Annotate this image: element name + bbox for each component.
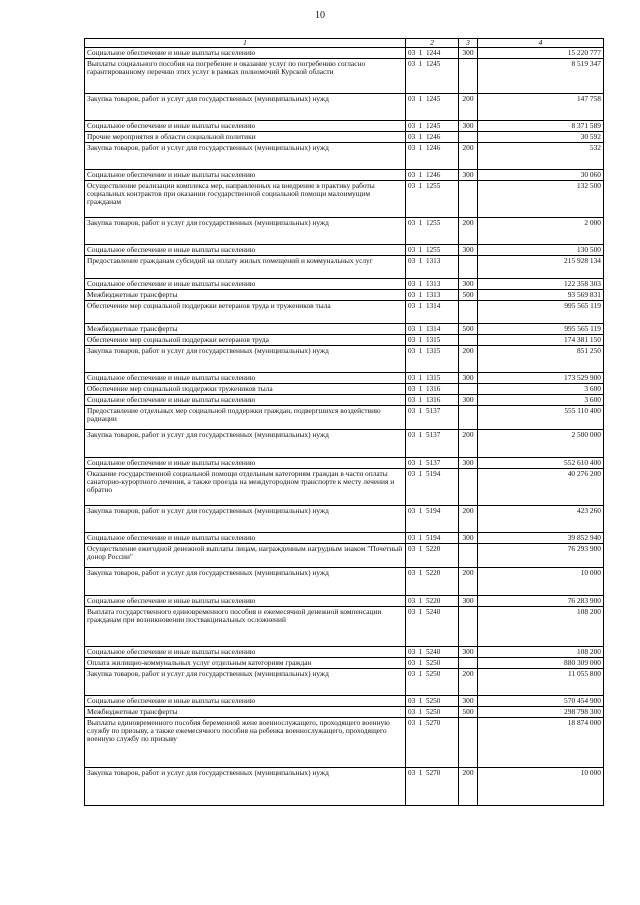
table-row — [85, 290, 604, 301]
row-name: Закупка товаров, работ и услуг для государственных (муниципальных) нужд — [85, 218, 406, 245]
row-code: 03 1 1316 — [406, 395, 459, 406]
row-name: Предоставление отдельных мер социальной поддержки граждан, подвергшихся воздействию радиации — [85, 406, 406, 430]
row-expense-type: 200 — [459, 143, 478, 170]
row-amount: 173 529 900 — [478, 373, 604, 384]
row-code: 03 1 1255 — [406, 218, 459, 245]
table-row — [85, 607, 604, 647]
table-row — [85, 568, 604, 596]
row-amount: 8 519 347 — [478, 59, 604, 94]
table-row — [85, 395, 604, 406]
table-row — [85, 121, 604, 132]
table-row — [85, 324, 604, 335]
row-code: 03 1 1314 — [406, 301, 459, 324]
row-name: Социальное обеспечение и иные выплаты населению — [85, 279, 406, 290]
table-row — [85, 335, 604, 346]
row-name: Предоставление гражданам субсидий на оплату жилых помещений и коммунальных услуг — [85, 256, 406, 279]
table-row — [85, 218, 604, 245]
table-row — [85, 533, 604, 544]
table-row — [85, 94, 604, 121]
page-number: 10 — [315, 10, 325, 21]
row-code: 03 1 1315 — [406, 335, 459, 346]
row-code: 03 1 1245 — [406, 59, 459, 94]
table-body — [85, 48, 604, 806]
row-code: 03 1 1255 — [406, 181, 459, 218]
row-name: Оплата жилищно-коммунальных услуг отдельным категориям граждан — [85, 658, 406, 669]
row-amount: 10 000 — [478, 768, 604, 806]
row-code: 03 1 1255 — [406, 245, 459, 256]
row-expense-type: 200 — [459, 506, 478, 533]
row-amount: 570 454 900 — [478, 696, 604, 707]
row-amount: 555 110 400 — [478, 406, 604, 430]
row-expense-type — [459, 59, 478, 94]
row-name: Социальное обеспечение и иные выплаты населению — [85, 121, 406, 132]
row-expense-type — [459, 406, 478, 430]
row-expense-type: 300 — [459, 373, 478, 384]
row-name: Социальное обеспечение и иные выплаты населению — [85, 647, 406, 658]
row-expense-type: 200 — [459, 568, 478, 596]
row-expense-type — [459, 658, 478, 669]
row-code: 03 1 1246 — [406, 170, 459, 181]
table-row — [85, 596, 604, 607]
table-row — [85, 132, 604, 143]
table-row — [85, 430, 604, 458]
row-amount: 532 — [478, 143, 604, 170]
table-row — [85, 48, 604, 59]
row-amount: 18 874 000 — [478, 718, 604, 768]
row-expense-type — [459, 256, 478, 279]
row-code: 03 1 5194 — [406, 533, 459, 544]
table-row — [85, 718, 604, 768]
row-expense-type: 300 — [459, 395, 478, 406]
table-row — [85, 696, 604, 707]
table-row — [85, 768, 604, 806]
row-expense-type — [459, 718, 478, 768]
row-amount: 215 928 134 — [478, 256, 604, 279]
row-expense-type: 500 — [459, 707, 478, 718]
row-code: 03 1 1313 — [406, 256, 459, 279]
row-expense-type: 200 — [459, 768, 478, 806]
row-expense-type: 200 — [459, 218, 478, 245]
table-row — [85, 256, 604, 279]
row-expense-type: 300 — [459, 48, 478, 59]
row-code: 03 1 5250 — [406, 707, 459, 718]
row-name: Социальное обеспечение и иные выплаты населению — [85, 170, 406, 181]
row-name: Прочие мероприятия в области социальной политики — [85, 132, 406, 143]
row-amount: 8 371 589 — [478, 121, 604, 132]
row-name: Социальное обеспечение и иные выплаты населению — [85, 373, 406, 384]
row-expense-type: 500 — [459, 324, 478, 335]
row-name: Социальное обеспечение и иные выплаты населению — [85, 395, 406, 406]
row-name: Осуществление реализации комплекса мер, направленных на внедрение в практику работы социальных контрактов при оказании государственной социальной помощи малоимущим гражданам — [85, 181, 406, 218]
row-expense-type: 300 — [459, 696, 478, 707]
row-code: 03 1 1246 — [406, 143, 459, 170]
row-code: 03 1 1315 — [406, 373, 459, 384]
row-name: Социальное обеспечение и иные выплаты населению — [85, 533, 406, 544]
row-expense-type: 300 — [459, 647, 478, 658]
row-code: 03 1 5220 — [406, 568, 459, 596]
row-name: Социальное обеспечение и иные выплаты населению — [85, 245, 406, 256]
row-amount: 39 852 940 — [478, 533, 604, 544]
row-amount: 552 610 400 — [478, 458, 604, 469]
row-expense-type — [459, 301, 478, 324]
row-code: 03 1 5240 — [406, 647, 459, 658]
row-amount: 423 260 — [478, 506, 604, 533]
row-code: 03 1 5194 — [406, 469, 459, 506]
row-name: Социальное обеспечение и иные выплаты населению — [85, 458, 406, 469]
row-expense-type: 200 — [459, 430, 478, 458]
row-code: 03 1 1315 — [406, 346, 459, 373]
row-expense-type: 300 — [459, 458, 478, 469]
row-name: Выплата государственного единовременного пособия и ежемесячной денежной компенсации гражданам при возникновении поствакцинальных осложнений — [85, 607, 406, 647]
row-expense-type: 200 — [459, 94, 478, 121]
row-name: Социальное обеспечение и иные выплаты населению — [85, 596, 406, 607]
row-code: 03 1 5250 — [406, 658, 459, 669]
row-code: 03 1 1245 — [406, 94, 459, 121]
header-col-4: 4 — [478, 39, 604, 48]
row-expense-type: 300 — [459, 245, 478, 256]
row-name: Обеспечение мер социальной поддержки тружеников тыла — [85, 384, 406, 395]
row-code: 03 1 5250 — [406, 669, 459, 696]
row-amount: 76 283 900 — [478, 596, 604, 607]
row-name: Закупка товаров, работ и услуг для государственных (муниципальных) нужд — [85, 568, 406, 596]
row-expense-type — [459, 384, 478, 395]
row-expense-type: 300 — [459, 533, 478, 544]
row-expense-type — [459, 469, 478, 506]
row-code: 03 1 5220 — [406, 544, 459, 568]
row-name: Межбюджетные трансферты — [85, 707, 406, 718]
row-amount: 30 060 — [478, 170, 604, 181]
row-code: 03 1 5137 — [406, 406, 459, 430]
table-row — [85, 346, 604, 373]
row-expense-type: 500 — [459, 290, 478, 301]
row-code: 03 1 1314 — [406, 324, 459, 335]
row-code: 03 1 1313 — [406, 290, 459, 301]
row-amount: 3 600 — [478, 384, 604, 395]
row-amount: 108 200 — [478, 607, 604, 647]
row-name: Оказание государственной социальной помощи отдельным категориям граждан в части оплаты санаторно-курортного лечения, а также проезда на междугородном транспорте к месту лечения и обратно — [85, 469, 406, 506]
row-expense-type — [459, 607, 478, 647]
row-expense-type: 300 — [459, 170, 478, 181]
row-code: 03 1 5250 — [406, 696, 459, 707]
row-amount: 93 569 831 — [478, 290, 604, 301]
row-amount: 11 055 800 — [478, 669, 604, 696]
row-amount: 174 381 150 — [478, 335, 604, 346]
row-name: Выплаты социального пособия на погребение и оказание услуг по погребению согласно гарантированному перечню этих услуг в рамках полномочий Курской области — [85, 59, 406, 94]
table-row — [85, 373, 604, 384]
table-row — [85, 647, 604, 658]
table-row — [85, 707, 604, 718]
row-expense-type: 200 — [459, 346, 478, 373]
table-row — [85, 384, 604, 395]
table-row — [85, 458, 604, 469]
row-name: Закупка товаров, работ и услуг для государственных (муниципальных) нужд — [85, 506, 406, 533]
budget-table — [84, 38, 604, 806]
row-name: Осуществление ежегодной денежной выплаты лицам, награжденным нагрудным знаком "Почетный донор России" — [85, 544, 406, 568]
row-amount: 995 565 119 — [478, 324, 604, 335]
table-row — [85, 279, 604, 290]
row-expense-type — [459, 181, 478, 218]
row-expense-type: 300 — [459, 279, 478, 290]
row-name: Закупка товаров, работ и услуг для государственных (муниципальных) нужд — [85, 346, 406, 373]
row-name: Закупка товаров, работ и услуг для государственных (муниципальных) нужд — [85, 430, 406, 458]
row-amount: 2 000 — [478, 218, 604, 245]
row-code: 03 1 5220 — [406, 596, 459, 607]
row-amount: 10 000 — [478, 568, 604, 596]
row-amount: 40 276 200 — [478, 469, 604, 506]
row-expense-type — [459, 335, 478, 346]
row-code: 03 1 1313 — [406, 279, 459, 290]
header-col-1: 1 — [85, 39, 406, 48]
row-amount: 30 592 — [478, 132, 604, 143]
row-name: Социальное обеспечение и иные выплаты населению — [85, 48, 406, 59]
table-row — [85, 170, 604, 181]
header-col-3: 3 — [459, 39, 478, 48]
table-header-row — [85, 39, 604, 48]
row-amount: 130 500 — [478, 245, 604, 256]
row-code: 03 1 1246 — [406, 132, 459, 143]
row-name: Межбюджетные трансферты — [85, 290, 406, 301]
row-amount: 122 358 303 — [478, 279, 604, 290]
row-code: 03 1 5194 — [406, 506, 459, 533]
row-amount: 2 500 000 — [478, 430, 604, 458]
table-row — [85, 245, 604, 256]
row-amount: 851 250 — [478, 346, 604, 373]
table-row — [85, 669, 604, 696]
row-expense-type — [459, 132, 478, 143]
row-amount: 76 293 900 — [478, 544, 604, 568]
row-amount: 132 500 — [478, 181, 604, 218]
row-code: 03 1 1244 — [406, 48, 459, 59]
table-row — [85, 181, 604, 218]
row-expense-type — [459, 544, 478, 568]
row-amount: 108 200 — [478, 647, 604, 658]
table-row — [85, 301, 604, 324]
table-row — [85, 658, 604, 669]
row-amount: 298 798 300 — [478, 707, 604, 718]
row-name: Обеспечение мер социальной поддержки ветеранов труда — [85, 335, 406, 346]
row-code: 03 1 1316 — [406, 384, 459, 395]
table-row — [85, 506, 604, 533]
row-name: Закупка товаров, работ и услуг для государственных (муниципальных) нужд — [85, 94, 406, 121]
row-name: Социальное обеспечение и иные выплаты населению — [85, 696, 406, 707]
row-amount: 995 565 119 — [478, 301, 604, 324]
row-expense-type: 300 — [459, 596, 478, 607]
row-code: 03 1 5270 — [406, 718, 459, 768]
table-row — [85, 544, 604, 568]
table-row — [85, 59, 604, 94]
row-name: Закупка товаров, работ и услуг для государственных (муниципальных) нужд — [85, 143, 406, 170]
row-code: 03 1 1245 — [406, 121, 459, 132]
row-expense-type: 200 — [459, 669, 478, 696]
row-code: 03 1 5270 — [406, 768, 459, 806]
row-name: Закупка товаров, работ и услуг для государственных (муниципальных) нужд — [85, 669, 406, 696]
row-code: 03 1 5240 — [406, 607, 459, 647]
row-amount: 147 758 — [478, 94, 604, 121]
row-name: Обеспечение мер социальной поддержки ветеранов труда и тружеников тыла — [85, 301, 406, 324]
row-expense-type: 300 — [459, 121, 478, 132]
row-amount: 15 220 777 — [478, 48, 604, 59]
row-name: Закупка товаров, работ и услуг для государственных (муниципальных) нужд — [85, 768, 406, 806]
table-row — [85, 406, 604, 430]
row-code: 03 1 5137 — [406, 458, 459, 469]
header-col-2: 2 — [406, 39, 459, 48]
row-code: 03 1 5137 — [406, 430, 459, 458]
row-amount: 3 600 — [478, 395, 604, 406]
table-row — [85, 469, 604, 506]
row-name: Межбюджетные трансферты — [85, 324, 406, 335]
row-amount: 880 309 000 — [478, 658, 604, 669]
row-name: Выплаты единовременного пособия беременной жене военнослужащего, проходящего военную службу по призыву, а также ежемесячного пособия на ребенка военнослужащего, проходящего военную службу по призыву — [85, 718, 406, 768]
table-row — [85, 143, 604, 170]
